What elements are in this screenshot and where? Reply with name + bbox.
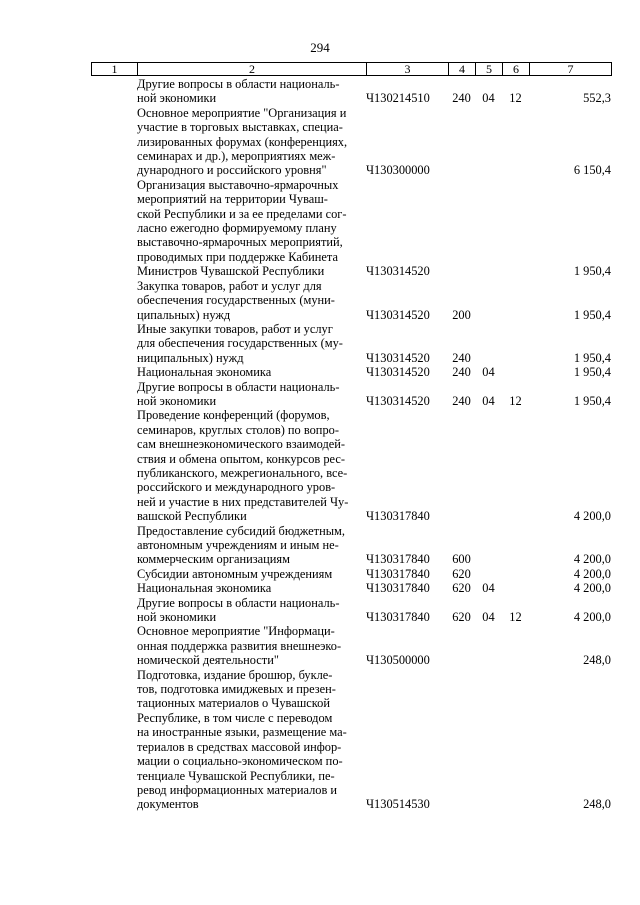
row-pr: 12 <box>509 393 522 408</box>
description-line: Основное мероприятие "Информаци- <box>137 624 335 639</box>
description-line: коммерческим организациям <box>137 552 290 567</box>
row-rz: 04 <box>482 393 495 408</box>
row-vr: 240 <box>452 91 471 106</box>
description-line: Другие вопросы в области националь- <box>137 595 340 610</box>
description-line: тов, подготовка имиджевых и презен- <box>137 682 336 697</box>
row-pr <box>502 322 529 365</box>
row-pr: 12 <box>509 91 522 106</box>
description-line: тенциале Чувашской Республики, пе- <box>137 768 335 783</box>
row-description <box>137 408 366 523</box>
row-rz <box>475 322 502 365</box>
table-row <box>91 322 611 365</box>
row-rz <box>475 668 502 812</box>
row-col-1 <box>91 322 137 365</box>
description-line: ревод информационных материалов и <box>137 782 338 797</box>
description-line: ской Республики и за ее пределами сог- <box>137 206 347 221</box>
description-line: онная поддержка развития внешнеэко- <box>137 638 342 653</box>
row-code: Ч130314520 <box>366 365 430 380</box>
description-line: ной экономики <box>137 91 217 106</box>
row-pr <box>502 178 529 279</box>
row-col-1 <box>91 365 137 379</box>
description-line: Иные закупки товаров, работ и услуг <box>137 321 333 336</box>
description-line: автономным учреждениям и иным не- <box>137 538 339 552</box>
description-line: семинаров, круглых столов) по вопро- <box>137 422 339 437</box>
row-code: Ч130317840 <box>366 610 430 625</box>
row-col-1 <box>91 77 137 106</box>
row-vr: 620 <box>452 581 471 596</box>
row-sum: 4 200,0 <box>573 509 611 524</box>
row-rz <box>475 178 502 279</box>
row-code: Ч130314520 <box>366 350 430 365</box>
row-sum: 1 950,4 <box>573 365 611 380</box>
table-row <box>91 178 611 279</box>
description-line: тационных материалов о Чувашской <box>137 696 330 711</box>
row-rz <box>475 524 502 567</box>
row-vr <box>448 408 475 523</box>
row-sum: 4 200,0 <box>573 552 611 567</box>
row-description <box>137 365 366 379</box>
row-rz: 04 <box>482 610 495 625</box>
table-row <box>91 77 611 106</box>
row-sum: 1 950,4 <box>573 264 611 279</box>
header-col-2: 2 <box>138 63 367 76</box>
row-vr: 240 <box>452 365 471 380</box>
table-row <box>91 567 611 581</box>
table-row <box>91 624 611 667</box>
description-line: ной экономики <box>137 393 217 408</box>
description-line: мероприятий на территории Чуваш- <box>137 192 328 207</box>
table-row <box>91 581 611 595</box>
row-sum: 1 950,4 <box>573 350 611 365</box>
page-number: 294 <box>310 40 330 55</box>
description-line: номической деятельности" <box>137 653 279 668</box>
header-col-4: 4 <box>449 63 476 76</box>
row-code: Ч130514530 <box>366 797 430 812</box>
row-sum: 552,3 <box>583 91 611 106</box>
row-rz <box>475 279 502 322</box>
row-pr <box>502 106 529 178</box>
table-row <box>91 668 611 812</box>
table-row <box>91 524 611 567</box>
row-sum: 248,0 <box>583 653 611 668</box>
description-line: Подготовка, издание брошюр, букле- <box>137 667 333 682</box>
row-description <box>137 596 366 625</box>
description-line: участие в торговых выставках, специа- <box>137 120 343 135</box>
row-pr <box>502 624 529 667</box>
row-sum: 1 950,4 <box>573 307 611 322</box>
description-line: ной экономики <box>137 610 217 625</box>
row-sum: 4 200,0 <box>573 581 611 596</box>
table-row <box>91 380 611 409</box>
row-vr <box>448 668 475 812</box>
description-line: Другие вопросы в области националь- <box>137 379 340 394</box>
description-line: публиканского, межрегионального, все- <box>137 465 348 480</box>
row-vr: 240 <box>452 393 471 408</box>
description-line: Субсидии автономным учреждениям <box>137 566 333 581</box>
row-pr <box>502 365 529 379</box>
row-col-1 <box>91 178 137 279</box>
row-pr <box>502 279 529 322</box>
row-code: Ч130317840 <box>366 581 430 596</box>
table-row <box>91 106 611 178</box>
row-pr: 12 <box>509 610 522 625</box>
row-col-1 <box>91 596 137 625</box>
header-col-3: 3 <box>367 63 449 76</box>
row-description <box>137 77 366 106</box>
description-line: для обеспечения государственных (му- <box>137 336 343 351</box>
row-col-1 <box>91 106 137 178</box>
row-rz: 04 <box>482 365 495 380</box>
table-row <box>91 596 611 625</box>
description-line: Национальная экономика <box>137 581 272 596</box>
row-rz: 04 <box>482 91 495 106</box>
row-code: Ч130314520 <box>366 393 430 408</box>
row-pr <box>502 581 529 595</box>
row-rz <box>475 408 502 523</box>
description-line: выставочно-ярмарочных мероприятий, <box>137 235 343 250</box>
row-rz <box>475 567 502 581</box>
row-vr: 240 <box>452 350 471 365</box>
description-line: Проведение конференций (форумов, <box>137 408 330 423</box>
row-sum: 1 950,4 <box>573 393 611 408</box>
row-description <box>137 624 366 667</box>
row-vr: 200 <box>452 307 471 322</box>
description-line: на иностранные языки, размещение ма- <box>137 725 347 740</box>
header-col-5: 5 <box>476 63 503 76</box>
description-line: ней и участие в них представителей Чу- <box>137 494 349 509</box>
row-sum: 248,0 <box>583 797 611 812</box>
description-line: ниципальных) нужд <box>137 350 244 365</box>
row-description <box>137 106 366 178</box>
row-code: Ч130314520 <box>366 264 430 279</box>
table-row <box>91 408 611 523</box>
description-line: ципальных) нужд <box>137 307 231 322</box>
description-line: российского и международного уров- <box>137 480 336 495</box>
row-vr: 620 <box>452 566 471 581</box>
budget-table <box>91 77 611 812</box>
row-col-1 <box>91 279 137 322</box>
row-description <box>137 581 366 595</box>
row-pr <box>502 524 529 567</box>
row-code: Ч130317840 <box>366 566 430 581</box>
description-line: мации о социально-экономическом по- <box>137 754 343 769</box>
row-col-1 <box>91 668 137 812</box>
description-line: дународного и российского уровня" <box>137 163 327 178</box>
description-line: вашской Республики <box>137 509 247 524</box>
row-pr <box>502 567 529 581</box>
description-line: лизированных форумах (конференциях, <box>137 134 348 149</box>
row-description <box>137 524 366 567</box>
row-vr: 600 <box>452 552 471 567</box>
row-col-1 <box>91 567 137 581</box>
row-code: Ч130317840 <box>366 509 430 524</box>
row-sum: 4 200,0 <box>573 566 611 581</box>
description-line: проводимых при поддержке Кабинета <box>137 249 338 264</box>
row-vr <box>448 106 475 178</box>
description-line: Министров Чувашской Республики <box>137 264 325 279</box>
row-vr <box>448 178 475 279</box>
row-sum: 4 200,0 <box>573 610 611 625</box>
row-pr <box>502 408 529 523</box>
table-row <box>91 365 611 379</box>
row-col-1 <box>91 408 137 523</box>
row-vr: 620 <box>452 610 471 625</box>
row-description <box>137 567 366 581</box>
description-line: Закупка товаров, работ и услуг для <box>137 278 322 293</box>
row-code: Ч130500000 <box>366 653 430 668</box>
description-line: Организация выставочно-ярмарочных <box>137 177 339 192</box>
header-col-1: 1 <box>92 63 138 76</box>
description-line: сам внешнеэкономического взаимодей- <box>137 437 346 452</box>
row-description <box>137 668 366 812</box>
row-rz <box>475 624 502 667</box>
row-col-1 <box>91 380 137 409</box>
description-line: ласно ежегодно формируемому плану <box>137 221 337 236</box>
row-code: Ч130300000 <box>366 163 430 178</box>
column-number-header <box>91 62 612 76</box>
row-code: Ч130214510 <box>366 91 430 106</box>
description-line: ствия и обмена опытом, конкурсов рес- <box>137 451 345 466</box>
row-col-1 <box>91 624 137 667</box>
description-line: семинарах и др.), мероприятиях меж- <box>137 149 336 164</box>
row-code: Ч130314520 <box>366 307 430 322</box>
row-pr <box>502 668 529 812</box>
row-description <box>137 380 366 409</box>
row-sum: 6 150,4 <box>573 163 611 178</box>
row-description <box>137 178 366 279</box>
row-rz <box>475 106 502 178</box>
row-vr <box>448 624 475 667</box>
description-line: Национальная экономика <box>137 365 272 380</box>
row-description <box>137 322 366 365</box>
description-line: териалов в средствах массовой инфор- <box>137 739 342 754</box>
description-line: документов <box>137 797 199 812</box>
row-description <box>137 279 366 322</box>
description-line: Другие вопросы в области националь- <box>137 77 340 91</box>
row-col-1 <box>91 524 137 567</box>
row-col-1 <box>91 581 137 595</box>
table-row <box>91 279 611 322</box>
description-line: Основное мероприятие "Организация и <box>137 105 347 120</box>
description-line: Предоставление субсидий бюджетным, <box>137 523 345 538</box>
description-line: обеспечения государственных (муни- <box>137 293 335 308</box>
header-col-6: 6 <box>503 63 530 76</box>
description-line: Республике, в том числе с переводом <box>137 710 333 725</box>
row-code: Ч130317840 <box>366 552 430 567</box>
header-col-7: 7 <box>530 63 612 76</box>
budget-table-body <box>91 77 611 812</box>
row-rz: 04 <box>482 581 495 596</box>
